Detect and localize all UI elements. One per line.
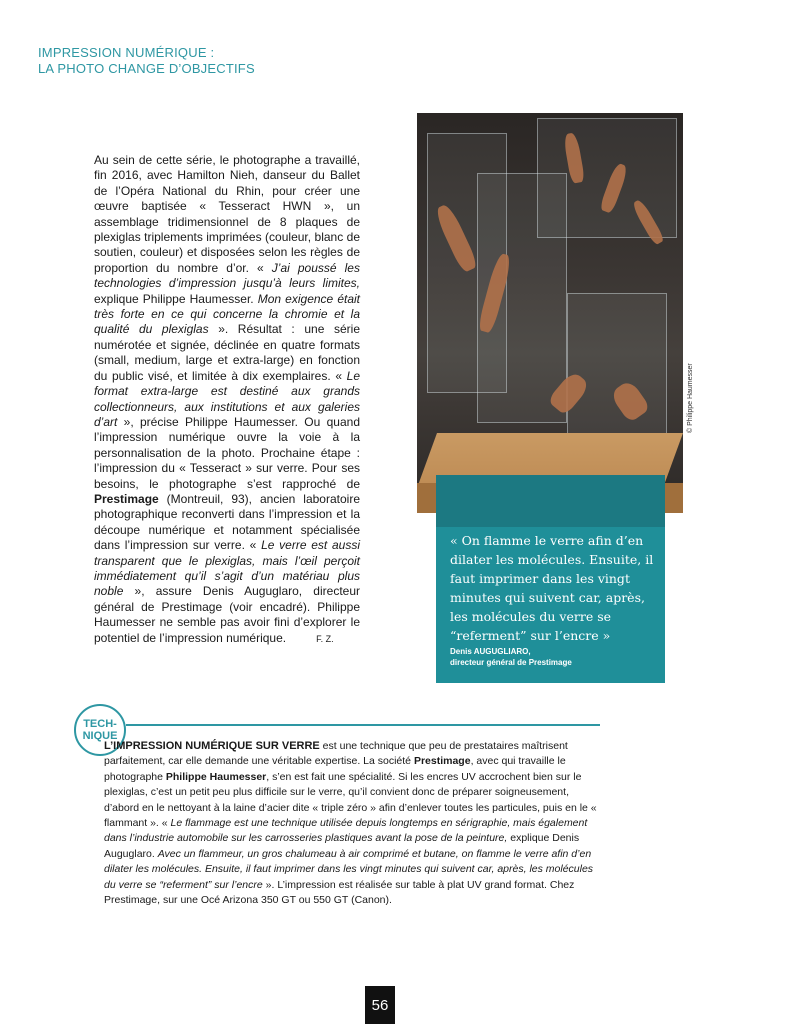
technique-bold: Philippe Haumesser: [165, 770, 267, 783]
article-bold: Prestimage: [94, 491, 159, 506]
article-text: ». Résultat : une série numérotée et signée, déclinée en quatre formats (small, medium, large et extra-large) en fonction du public visé, et limitée à dix exemplaires. «: [94, 322, 360, 383]
pull-quote-overlay: [436, 475, 665, 527]
section-header: [38, 45, 255, 77]
page-number: 56: [365, 986, 395, 1024]
header-line-1: IMPRESSION NUMÉRIQUE :: [38, 45, 215, 60]
article-text: », assure Denis Auguglaro, directeur général de Prestimage (voir encadré). Philippe Haumesser ne semble pas avoir fini d’explorer le potentiel de l’impression numérique.: [94, 584, 360, 645]
technique-text: , avec qui travaille le photographe: [104, 755, 566, 783]
article-quote: Mon exigence était très forte en ce qui concerne la chromie et la qualité du plexiglas: [94, 291, 360, 337]
article-text: explique Philippe Haumesser.: [94, 291, 258, 306]
technique-text: ». L’impression est réalisée sur table à plat UV grand format. Chez Prestimage, sur une Océ Arizona 350 GT ou 550 GT (Canon).: [104, 878, 575, 907]
technique-body: [104, 739, 599, 908]
header-line-2: LA PHOTO CHANGE D’OBJECTIFS: [38, 61, 255, 76]
pull-quote-attribution: [450, 646, 572, 668]
article-text: », précise Philippe Haumesser. Ou quand l’impression numérique ouvre la voie à la personnalisation de la photo. Prochaine étape : l’impression du « Tesseract » sur verre. Pour ses besoins, le photographe s’est rapproché de: [94, 414, 360, 491]
pull-quote-text: « On flamme le verre afin d’en dilater les molécules. Ensuite, il faut imprimer dans les vingt minutes qui suivent car, après, les molécules du verre se “referment” sur l’encre »: [450, 533, 654, 643]
article-quote: Le verre est aussi transparent que le plexiglas, mais l’œil perçoit immédiatement qu’il s’agit d’un matériau plus noble: [94, 538, 360, 599]
glass-panel: [567, 293, 667, 443]
technique-text: , s’en est fait une spécialité. Si les encres UV accrochent bien sur le plexiglas, c’est un petit peu plus difficile sur le verre, qu’il convient donc de préparer soigneusement, d’abord en le nettoyant à la laine d’acier dite « triple zéro » afin d’enlever toutes les particules, puis en le « flammant ». «: [104, 770, 597, 830]
technique-badge-line-1: TECH-: [83, 718, 117, 730]
technique-divider: [126, 724, 600, 726]
technique-text: explique Denis Auguglaro.: [104, 832, 580, 860]
technique-badge-line-2: NIQUE: [82, 730, 118, 742]
article-text: (Montreuil, 93), ancien laboratoire photographique reconverti dans l’impression et la découpe numérique et notamment spécialisée dans l’impression sur verre. «: [94, 491, 360, 553]
glass-panel: [537, 118, 677, 238]
pull-quote-role: directeur général de Prestimage: [450, 658, 572, 667]
technique-bold: Prestimage: [413, 755, 471, 768]
article-text: Au sein de cette série, le photographe a travaillé, fin 2016, avec Hamilton Nieh, danseur du Ballet de l’Opéra National du Rhin, pour créer une œuvre baptisée « Tesseract HWN », un assemblage tridimensionnel de 8 plaques de plexiglas triplements imprimées (couleur, blanc de soutien, couleur) et disposées selon les règles de proportion du nombre d’or. «: [94, 153, 360, 275]
technique-lead: L’IMPRESSION NUMÉRIQUE SUR VERRE: [104, 740, 320, 752]
photo-credit: © Philippe Haumesser: [687, 363, 694, 433]
technique-text: est une technique que peu de prestataires maîtrisent parfaitement, car elle demande une véritable expertise. La société: [104, 740, 568, 768]
article-quote: J’ai poussé les technologies d’impression jusqu’à leurs limites,: [94, 260, 360, 291]
article-body: [94, 153, 360, 647]
article-quote: Le format extra-large est destiné aux grands collectionneurs, aux institutions et aux galeries d’art: [94, 368, 360, 429]
article-signature: F. Z.: [316, 633, 334, 644]
technique-quote: Avec un flammeur, un gros chalumeau à air comprimé et butane, on flamme le verre afin d’en dilater les molécules. Ensuite, il faut imprimer dans les vingt minutes qui suivent car, après, les molécules du verre se “referment” sur l’encre: [104, 847, 594, 891]
artwork-photo: [417, 113, 683, 513]
pull-quote-author: Denis AUGUGLIARO,: [450, 647, 531, 656]
technique-quote: Le flammage est une technique utilisée depuis longtemps en sérigraphie, mais également dans l’industrie automobile sur les carrosseries plastiques avant la pose de la peinture,: [104, 817, 588, 845]
